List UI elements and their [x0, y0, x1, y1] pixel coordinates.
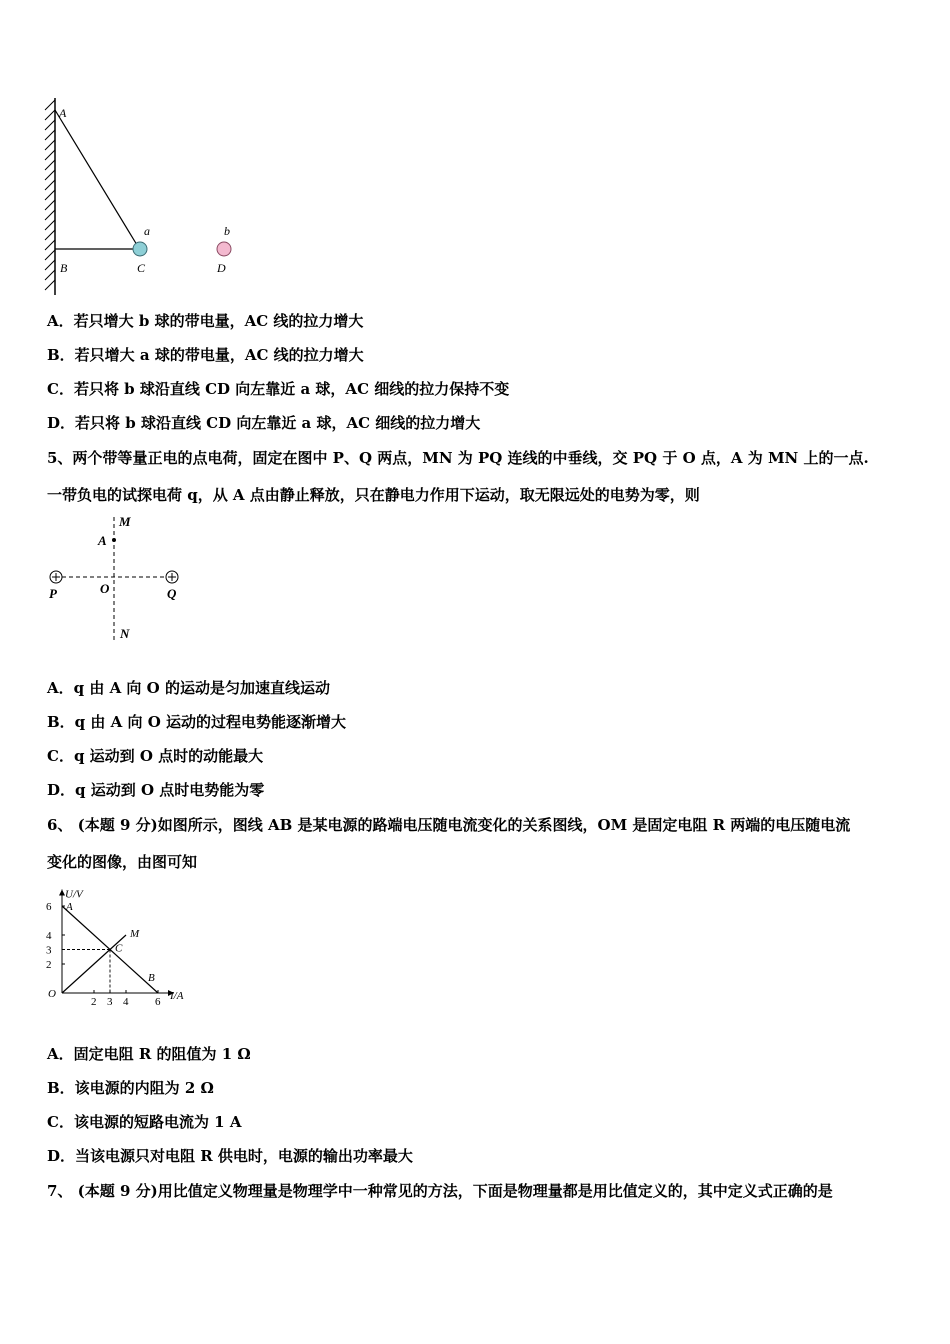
q6-option-a: A．固定电阻 R 的阻值为 1 Ω: [47, 1045, 251, 1063]
x-tick-label: 6: [155, 996, 161, 1008]
q4-option-c: C．若只将 b 球沿直线 CD 向左靠近 a 球，AC 细线的拉力保持不变: [47, 380, 510, 398]
label-N: N: [120, 626, 130, 641]
ball-b: [217, 242, 231, 256]
y-tick-label: 3: [46, 944, 52, 957]
y-axis-label: U/V: [65, 888, 83, 901]
q5-option-d: D．q 运动到 O 点时电势能为零: [47, 781, 265, 799]
point-a: [112, 538, 116, 542]
label-D: D: [217, 261, 226, 275]
q5-stem-line2: 一带负电的试探电荷 q，从 A 点由静止释放，只在静电力作用下运动，取无限远处的电势为零，则: [47, 486, 700, 504]
q4-option-d: D．若只将 b 球沿直线 CD 向左靠近 a 球，AC 细线的拉力增大: [47, 414, 481, 432]
y-tick-label: 6: [46, 901, 52, 913]
origin-label: O: [48, 988, 56, 1000]
x-tick-label: 3: [107, 996, 113, 1008]
q5-stem-line1: 5、两个带等量正电的点电荷，固定在图中 P、Q 两点，MN 为 PQ 连线的中垂线，交 PQ 于 O 点，A 为 MN 上的一点.: [47, 449, 869, 467]
label-b: b: [224, 224, 230, 238]
q6-stem-line1: 6、 (本题 9 分)如图所示，图线 AB 是某电源的路端电压随电流变化的关系图线，OM 是固定电阻 R 两端的电压随电流: [47, 816, 851, 834]
q4-option-b: B．若只增大 a 球的带电量，AC 线的拉力增大: [47, 346, 364, 364]
point-label-m: M: [130, 928, 140, 940]
label-O: O: [100, 581, 110, 596]
q6-stem-line2: 变化的图像，由图可知: [47, 853, 198, 871]
x-axis-label: I/A: [170, 990, 184, 1002]
q6-option-b: B．该电源的内阻为 2 Ω: [47, 1079, 214, 1097]
figure-point-charges: [44, 512, 194, 647]
point-label-b: B: [148, 972, 155, 984]
q6-option-d: D．当该电源只对电阻 R 供电时，电源的输出功率最大: [47, 1147, 413, 1165]
q5-option-b: B．q 由 A 向 O 运动的过程电势能逐渐增大: [47, 713, 346, 731]
q7-stem-line1: 7、 (本题 9 分)用比值定义物理量是物理学中一种常见的方法，下面是物理量都是用比值定义的，其中定义式正确的是: [47, 1182, 833, 1200]
label-A: A: [59, 106, 67, 120]
ball-a: [133, 242, 147, 256]
label-A-point: A: [98, 533, 107, 548]
point-label-c: C: [115, 942, 123, 955]
label-M: M: [119, 514, 131, 529]
q4-option-a: A．若只增大 b 球的带电量，AC 线的拉力增大: [47, 312, 364, 330]
label-C: C: [137, 261, 146, 275]
label-a: a: [144, 224, 150, 238]
y-tick-label: 2: [46, 959, 52, 971]
figure-ui-chart: [42, 883, 202, 1011]
q5-option-a: A．q 由 A 向 O 的运动是匀加速直线运动: [47, 679, 330, 697]
q5-option-c: C．q 运动到 O 点时的动能最大: [47, 747, 264, 765]
string-ac: [55, 110, 137, 245]
y-tick-label: 4: [46, 930, 52, 942]
q6-option-c: C．该电源的短路电流为 1 A: [47, 1113, 242, 1131]
x-tick-label: 2: [91, 996, 97, 1008]
label-Q: Q: [167, 586, 177, 601]
label-P: P: [49, 586, 57, 601]
point-label-a: A: [66, 901, 73, 913]
figure-charged-balls: [40, 95, 250, 300]
x-tick-label: 4: [123, 996, 129, 1008]
label-B: B: [60, 261, 68, 275]
